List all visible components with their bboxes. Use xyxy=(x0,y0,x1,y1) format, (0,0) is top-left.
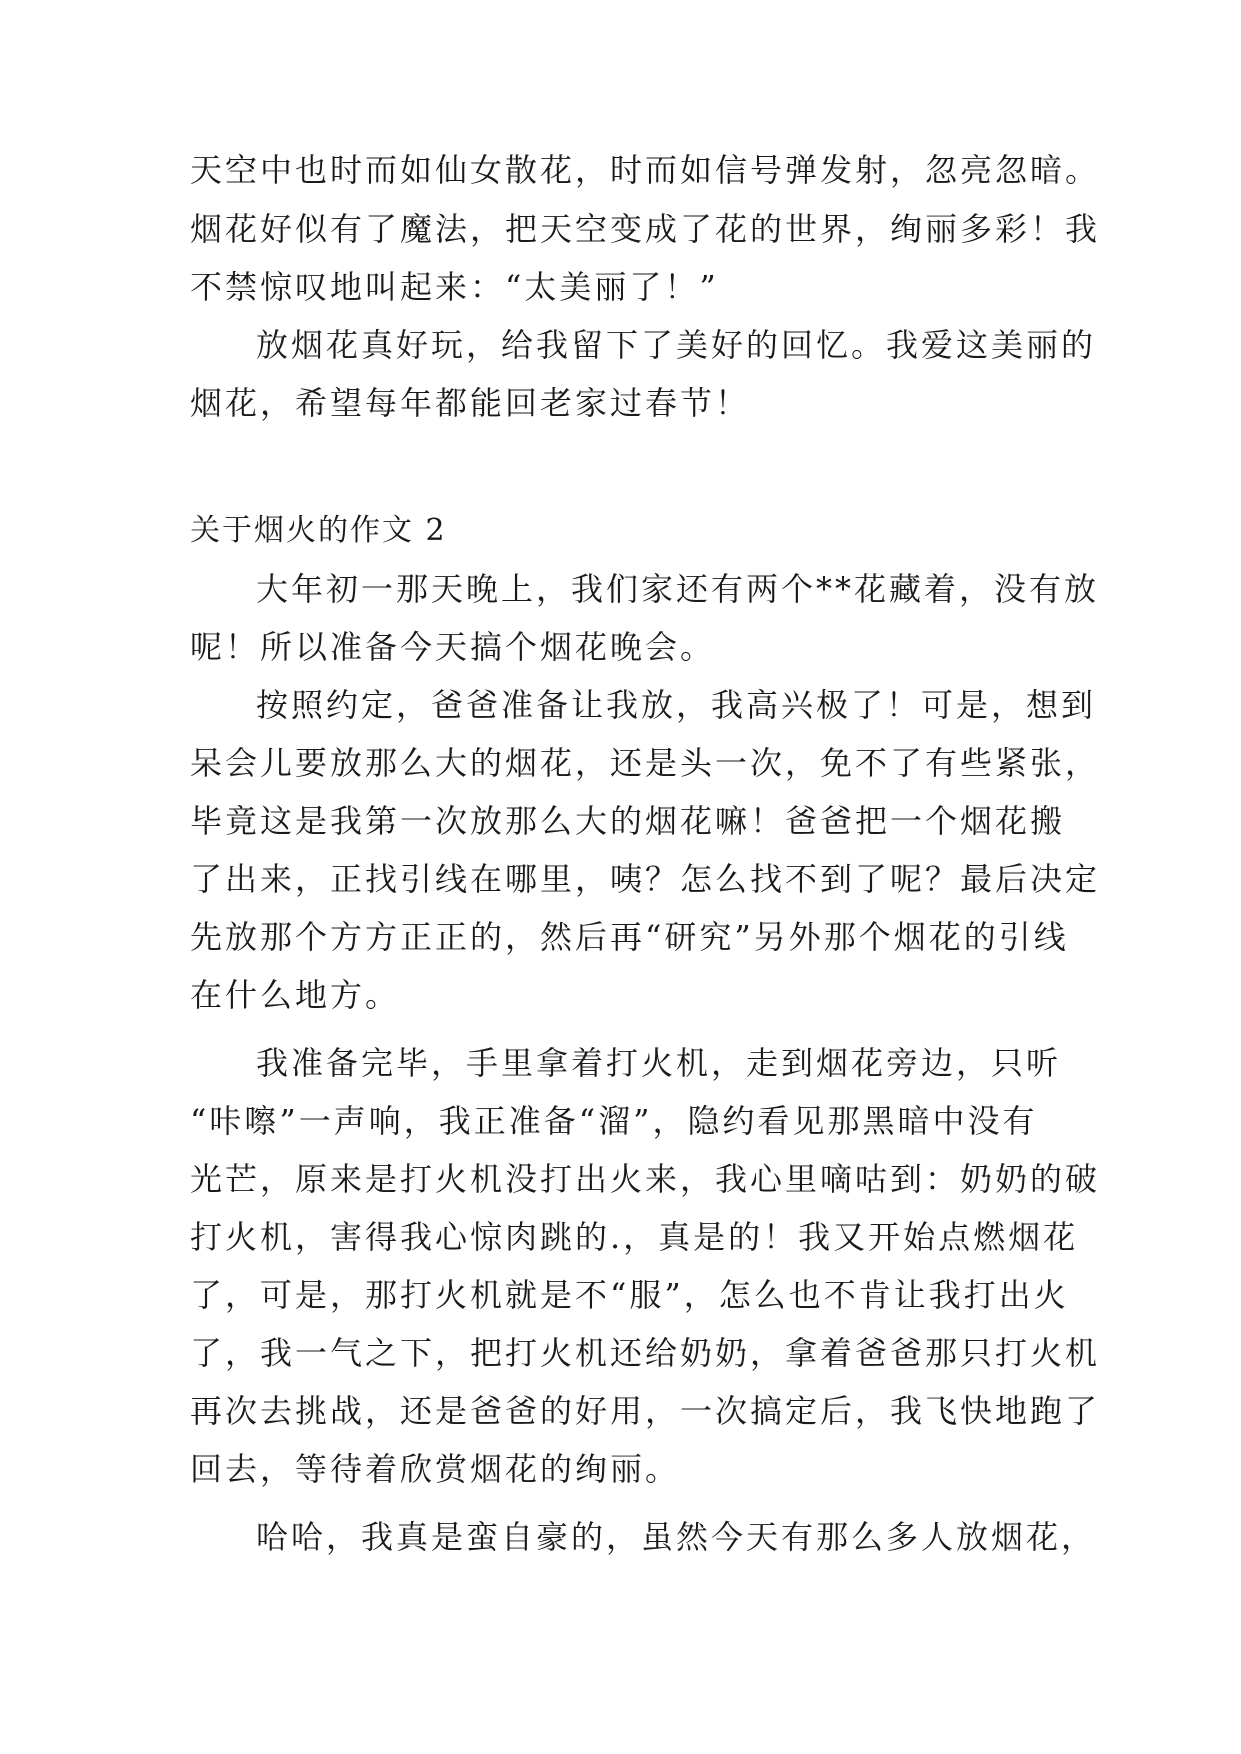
paragraph-first-line: 大年初一那天晚上，我们家还有两个**花藏着，没有放 xyxy=(256,570,1100,608)
text-line: 不禁惊叹地叫起来：“太美丽了！” xyxy=(190,268,719,306)
text-line: 打火机，害得我心惊肉跳的.，真是的！我又开始点燃烟花 xyxy=(190,1218,1079,1256)
paragraph-first-line: 放烟花真好玩，给我留下了美好的回忆。我爱这美丽的 xyxy=(256,326,1097,364)
section-heading: 关于烟火的作文 2 xyxy=(190,513,447,548)
paragraph-first-line: 哈哈，我真是蛮自豪的，虽然今天有那么多人放烟花， xyxy=(256,1518,1097,1556)
text-line: 天空中也时而如仙女散花，时而如信号弹发射，忽亮忽暗。 xyxy=(190,151,1101,189)
text-line: 呆会儿要放那么大的烟花，还是头一次，免不了有些紧张， xyxy=(190,744,1101,782)
text-line: 回去，等待着欣赏烟花的绚丽。 xyxy=(190,1450,681,1488)
text-line: 了，可是，那打火机就是不“服”，怎么也不肯让我打出火 xyxy=(190,1276,1069,1314)
text-line: 在什么地方。 xyxy=(190,976,401,1014)
text-line: 先放那个方方正正的，然后再“研究”另外那个烟花的引线 xyxy=(190,918,1069,956)
text-line: 了出来，正找引线在哪里，咦？怎么找不到了呢？最后决定 xyxy=(190,860,1101,898)
paragraph-first-line: 我准备完毕，手里拿着打火机，走到烟花旁边，只听 xyxy=(256,1044,1062,1082)
text-line: 烟花好似有了魔法，把天空变成了花的世界，绚丽多彩！我 xyxy=(190,210,1101,248)
text-line: 了，我一气之下，把打火机还给奶奶，拿着爸爸那只打火机 xyxy=(190,1334,1101,1372)
text-line: 呢！所以准备今天搞个烟花晚会。 xyxy=(190,628,716,666)
text-line: 再次去挑战，还是爸爸的好用，一次搞定后，我飞快地跑了 xyxy=(190,1392,1101,1430)
text-line: 光芒，原来是打火机没打出火来，我心里嘀咕到：奶奶的破 xyxy=(190,1160,1101,1198)
paragraph-first-line: 按照约定，爸爸准备让我放，我高兴极了！可是，想到 xyxy=(256,686,1097,724)
text-line: 烟花，希望每年都能回老家过春节！ xyxy=(190,384,751,422)
text-line: “咔嚓”一声响，我正准备“溜”，隐约看见那黑暗中没有 xyxy=(190,1102,1038,1140)
text-line: 毕竟这是我第一次放那么大的烟花嘛！爸爸把一个烟花搬 xyxy=(190,802,1066,840)
